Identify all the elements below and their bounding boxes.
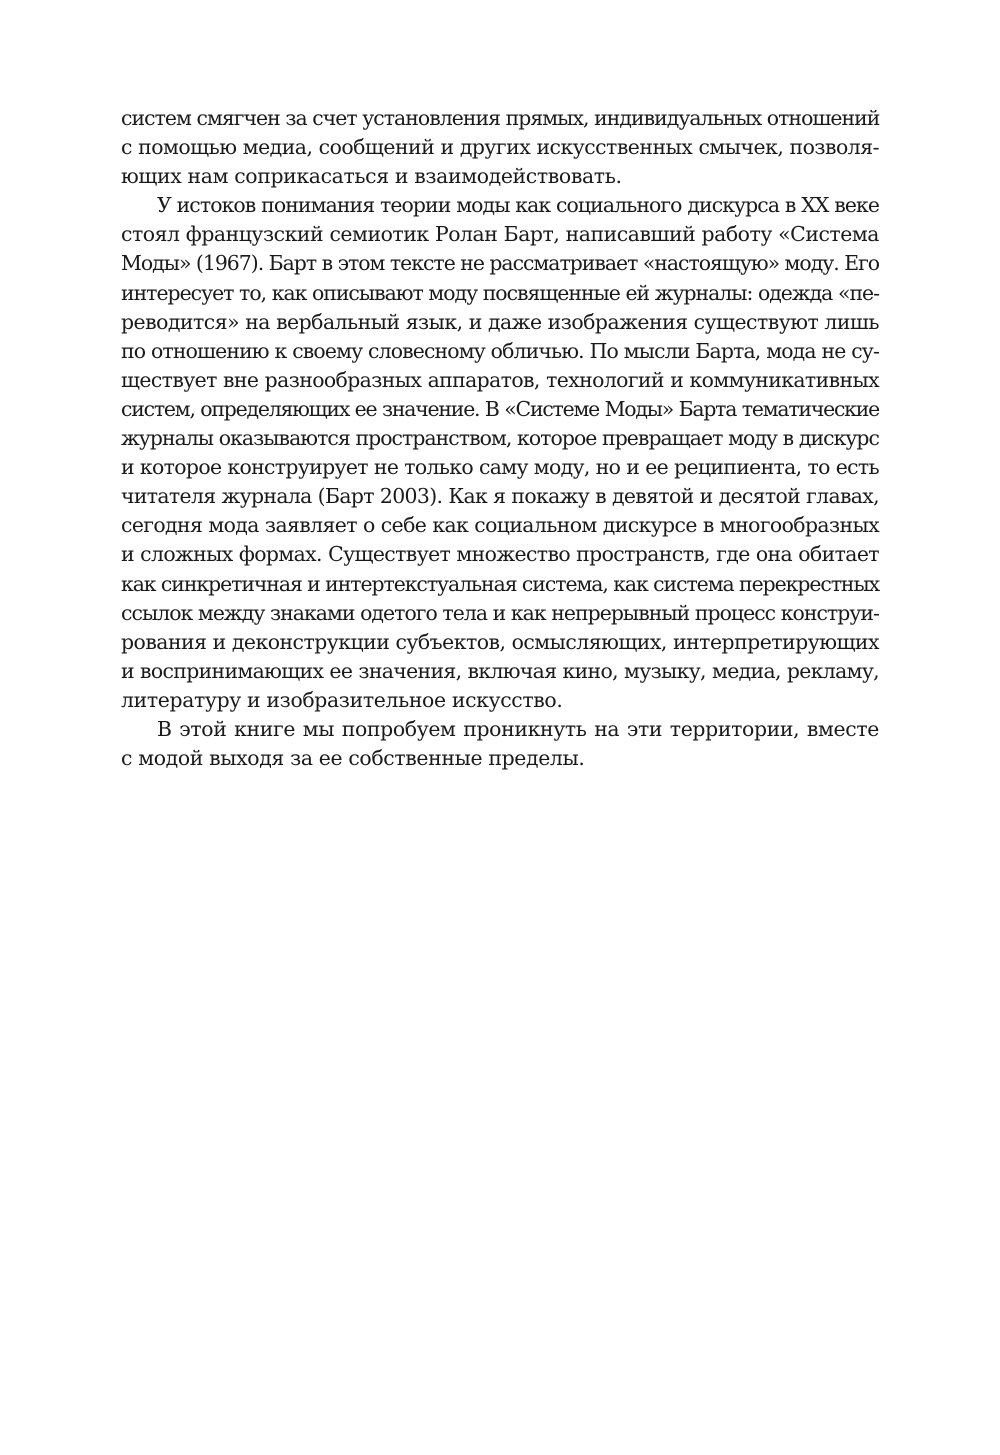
text-line: стоял французский семиотик Ролан Барт, написавший работу «Система xyxy=(121,222,879,247)
text-line: литературу и изобразительное искусство. xyxy=(121,687,563,712)
paragraph xyxy=(121,191,879,715)
text-line: У истоков понимания теории моды как социального дискурса в XX веке xyxy=(157,193,879,218)
text-line: и которое конструирует не только саму моду, но и ее реципиента, то есть xyxy=(121,455,879,480)
text-line: В этой книге мы попробуем проникнуть на эти территории, вместе xyxy=(157,716,879,741)
text-line: как синкретичная и интертекстуальная система, как система перекрестных xyxy=(121,571,880,596)
text-line: Моды» (1967). Барт в этом тексте не рассматривает «настоящую» моду. Его xyxy=(121,251,880,276)
text-line: ществует вне разнообразных аппаратов, технологий и коммуникативных xyxy=(121,367,879,392)
text-line: рования и деконструкции субъектов, осмысляющих, интерпретирующих xyxy=(121,629,879,654)
text-line: реводится» на вербальный язык, и даже изображения существуют лишь xyxy=(121,309,879,334)
text-line: читателя журнала (Барт 2003). Как я покажу в девятой и десятой главах, xyxy=(121,484,879,509)
text-line: ссылок между знаками одетого тела и как непрерывный процесс конструи- xyxy=(121,600,879,625)
text-line: систем, определяющих ее значение. В «Системе Моды» Барта тематические xyxy=(121,396,879,421)
paragraph xyxy=(121,715,879,773)
text-line: систем смягчен за счет установления прямых, индивидуальных отношений xyxy=(121,106,880,130)
text-line: с модой выходя за ее собственные пределы. xyxy=(121,746,585,771)
paragraph xyxy=(121,104,879,191)
text-line: сегодня мода заявляет о себе как социальном дискурсе в многообразных xyxy=(121,513,879,538)
text-line: интересует то, как описывают моду посвященные ей журналы: одежда «пе- xyxy=(121,280,879,305)
text-line: ющих нам соприкасаться и взаимодействовать. xyxy=(121,164,622,189)
text-line: и воспринимающих ее значения, включая кино, музыку, медиа, рекламу, xyxy=(121,658,879,683)
text-line: с помощью медиа, сообщений и других искусственных смычек, позволя- xyxy=(121,135,879,160)
text-line: и сложных формах. Существует множество пространств, где она обитает xyxy=(121,542,879,567)
text-line: журналы оказываются пространством, которое превращает моду в дискурс xyxy=(121,426,879,451)
text-line: по отношению к своему словесному обличью. По мысли Барта, мода не су- xyxy=(121,338,879,363)
body-text xyxy=(121,104,879,773)
